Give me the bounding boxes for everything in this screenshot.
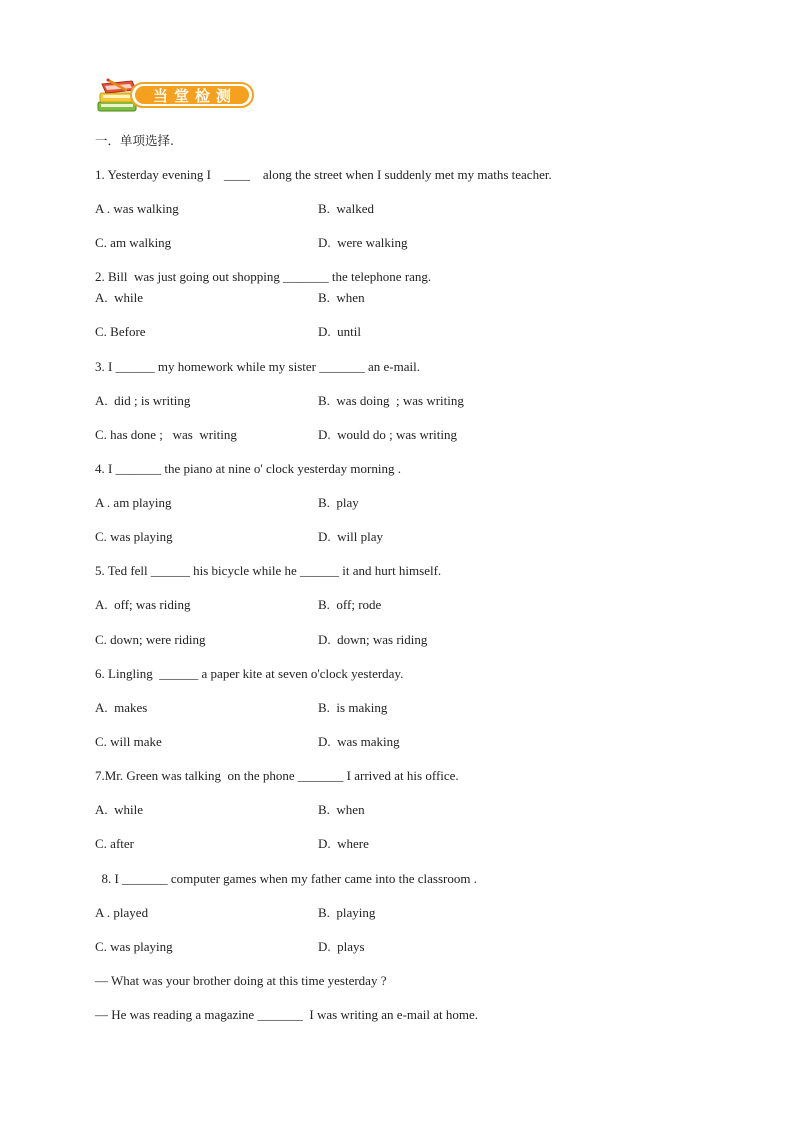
- option-b: B. walked: [318, 201, 374, 216]
- option-a: A . was walking: [95, 201, 179, 216]
- option-b: B. is making: [318, 700, 388, 715]
- option-c: C. down; were riding: [95, 632, 206, 647]
- question-stem: 5. Ted fell ______ his bicycle while he ______ it and hurt himself.: [95, 563, 442, 578]
- option-d: D. plays: [318, 939, 365, 954]
- question-stem: 8. I _______ computer games when my father came into the classroom .: [95, 871, 477, 886]
- option-d: D. would do ; was writing: [318, 427, 458, 442]
- option-c: C. was playing: [95, 939, 173, 954]
- option-b: B. when: [318, 802, 365, 817]
- option-a: A. makes: [95, 700, 148, 715]
- option-d: D. was making: [318, 734, 400, 749]
- option-d: D. will play: [318, 529, 383, 544]
- option-b: B. was doing ; was writing: [318, 393, 464, 408]
- option-a: A . played: [95, 905, 149, 920]
- option-c: C. has done ; was writing: [95, 427, 237, 442]
- badge-title: 当堂检测: [152, 86, 237, 105]
- question-stem: 1. Yesterday evening I ____ along the street when I suddenly met my maths teacher.: [95, 167, 552, 182]
- option-d: D. down; was riding: [318, 632, 428, 647]
- option-d: D. until: [318, 324, 361, 339]
- option-c: C. was playing: [95, 529, 173, 544]
- dialogue-line: — What was your brother doing at this time yesterday ?: [95, 973, 387, 988]
- option-b: B. when: [318, 290, 365, 305]
- option-c: C. am walking: [95, 235, 172, 250]
- option-d: D. were walking: [318, 235, 408, 250]
- option-c: C. Before: [95, 324, 146, 339]
- option-a: A. did ; is writing: [95, 393, 191, 408]
- question-stem: 2. Bill was just going out shopping _______ the telephone rang.: [95, 269, 432, 284]
- section-header: [96, 78, 261, 114]
- section-title: 一．单项选择.: [95, 133, 174, 148]
- option-b: B. off; rode: [318, 597, 382, 612]
- question-stem: 6. Lingling ______ a paper kite at seven o'clock yesterday.: [95, 666, 404, 681]
- option-c: C. after: [95, 836, 134, 851]
- question-stem: 7.Mr. Green was talking on the phone _______ I arrived at his office.: [95, 768, 459, 783]
- option-a: A. while: [95, 802, 144, 817]
- option-a: A. while: [95, 290, 144, 305]
- dialogue-line: — He was reading a magazine _______ I was writing an e-mail at home.: [95, 1007, 479, 1022]
- section-badge: [130, 82, 254, 108]
- question-stem: 3. I ______ my homework while my sister _______ an e-mail.: [95, 359, 420, 374]
- option-a: A. off; was riding: [95, 597, 191, 612]
- option-c: C. will make: [95, 734, 162, 749]
- question-stem: 4. I _______ the piano at nine o' clock yesterday morning .: [95, 461, 401, 476]
- option-a: A . am playing: [95, 495, 172, 510]
- option-b: B. playing: [318, 905, 376, 920]
- option-b: B. play: [318, 495, 359, 510]
- option-d: D. where: [318, 836, 369, 851]
